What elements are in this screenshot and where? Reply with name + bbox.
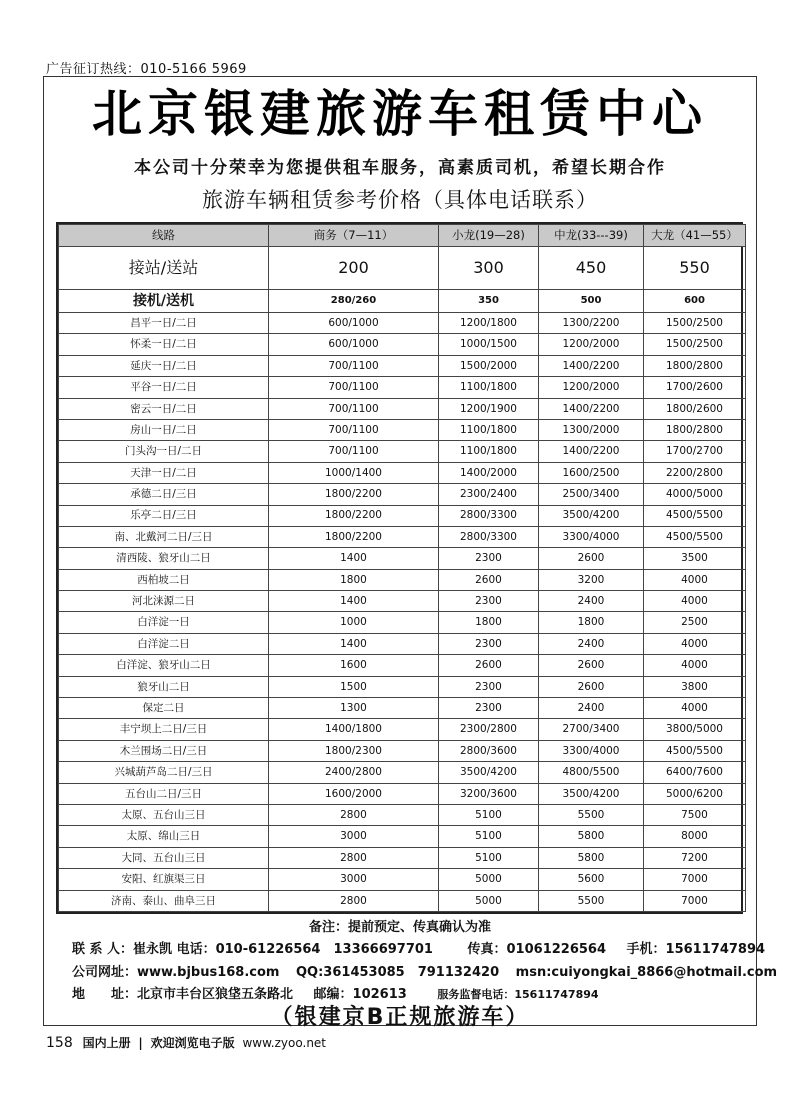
- address: 地 址：北京市丰台区狼垡五条路北: [72, 987, 294, 1002]
- company-title: 北京银建旅游车租赁中心: [92, 84, 708, 143]
- route-cell: 河北涞源二日: [59, 591, 269, 612]
- price-cell: 700/1100: [269, 419, 439, 440]
- price-cell: 3300/4000: [539, 740, 644, 761]
- price-cell: 2600: [439, 655, 539, 676]
- price-cell: 5100: [439, 804, 539, 825]
- price-cell: 3800: [644, 676, 746, 697]
- price-cell: 2800: [269, 890, 439, 911]
- price-cell: 1300/2000: [539, 419, 644, 440]
- price-cell: 3800/5000: [644, 719, 746, 740]
- table-row: [59, 847, 746, 868]
- price-cell: 2300: [439, 676, 539, 697]
- price-cell: 2800/3300: [439, 505, 539, 526]
- price-cell: 2400/2800: [269, 762, 439, 783]
- price-cell: 1400: [269, 548, 439, 569]
- price-cell: 1100/1800: [439, 441, 539, 462]
- price-cell: 1500: [269, 676, 439, 697]
- price-cell: 1800/2800: [644, 355, 746, 376]
- page-number: 158: [46, 1035, 73, 1051]
- route-cell: 白洋淀二日: [59, 633, 269, 654]
- route-cell: 延庆一日/二日: [59, 355, 269, 376]
- price-cell: 5000: [439, 869, 539, 890]
- price-cell: 600/1000: [269, 334, 439, 355]
- price-cell: 5800: [539, 847, 644, 868]
- price-cell: 1800/2200: [269, 484, 439, 505]
- price-cell: 300: [439, 247, 539, 290]
- price-cell: 1400: [269, 591, 439, 612]
- route-cell: 白洋淀一日: [59, 612, 269, 633]
- route-cell: 昌平一日/二日: [59, 313, 269, 334]
- header-medium-bus: 中龙(33---39): [539, 225, 644, 247]
- price-cell: 1600/2500: [539, 462, 644, 483]
- price-cell: 2800/3600: [439, 740, 539, 761]
- table-row: [59, 484, 746, 505]
- price-cell: 2300: [439, 548, 539, 569]
- route-cell: 接机/送机: [59, 290, 269, 313]
- table-row: [59, 505, 746, 526]
- price-cell: 1800/2200: [269, 505, 439, 526]
- table-header-row: [59, 225, 746, 247]
- price-cell: 5800: [539, 826, 644, 847]
- price-cell: 1400/2200: [539, 355, 644, 376]
- table-row: [59, 719, 746, 740]
- route-cell: 白洋淀、狼牙山二日: [59, 655, 269, 676]
- price-cell: 4000: [644, 633, 746, 654]
- route-cell: 西柏坡二日: [59, 569, 269, 590]
- footer-tagline: 欢迎浏览电子版: [150, 1036, 235, 1050]
- table-row: [59, 698, 746, 719]
- price-cell: 1800: [539, 612, 644, 633]
- section-label: 国内上册: [82, 1036, 131, 1050]
- table-row: [59, 548, 746, 569]
- price-cell: 700/1100: [269, 398, 439, 419]
- price-cell: 4000: [644, 591, 746, 612]
- price-cell: 1800/2200: [269, 526, 439, 547]
- price-cell: 3500/4200: [539, 783, 644, 804]
- table-row: [59, 804, 746, 825]
- table-row: [59, 655, 746, 676]
- route-cell: 太原、五台山三日: [59, 804, 269, 825]
- price-cell: 1600/2000: [269, 783, 439, 804]
- table-row: [59, 633, 746, 654]
- header-route: 线路: [59, 225, 269, 247]
- table-row: [59, 313, 746, 334]
- price-cell: 2200/2800: [644, 462, 746, 483]
- price-cell: 2500/3400: [539, 484, 644, 505]
- price-cell: 4800/5500: [539, 762, 644, 783]
- website: 公司网址：www.bjbus168.com: [72, 965, 280, 980]
- slogan: （银建京B正规旅游车）: [270, 1005, 530, 1030]
- price-cell: 1200/2000: [539, 377, 644, 398]
- route-cell: 五台山二日/三日: [59, 783, 269, 804]
- table-row: [59, 290, 746, 313]
- price-cell: 1700/2700: [644, 441, 746, 462]
- table-row: [59, 526, 746, 547]
- table-row: [59, 740, 746, 761]
- price-cell: 5600: [539, 869, 644, 890]
- table-row: [59, 591, 746, 612]
- price-cell: 2300/2400: [439, 484, 539, 505]
- price-cell: 1800/2300: [269, 740, 439, 761]
- route-cell: 乐亭二日/三日: [59, 505, 269, 526]
- price-cell: 550: [644, 247, 746, 290]
- table-row: [59, 398, 746, 419]
- price-cell: 2300/2800: [439, 719, 539, 740]
- price-cell: 1600: [269, 655, 439, 676]
- table-body: [59, 247, 746, 912]
- price-cell: 4000: [644, 698, 746, 719]
- route-cell: 兴城葫芦岛二日/三日: [59, 762, 269, 783]
- table-row: [59, 462, 746, 483]
- table-row: [59, 355, 746, 376]
- price-cell: 1300/2200: [539, 313, 644, 334]
- route-cell: 狼牙山二日: [59, 676, 269, 697]
- price-cell: 1400/2200: [539, 398, 644, 419]
- price-cell: 2500: [644, 612, 746, 633]
- price-cell: 1400/2000: [439, 462, 539, 483]
- price-cell: 3200: [539, 569, 644, 590]
- price-cell: 350: [439, 290, 539, 313]
- price-cell: 2300: [439, 698, 539, 719]
- mobile: 手机：15611747894: [626, 942, 766, 957]
- price-cell: 1700/2600: [644, 377, 746, 398]
- price-cell: 1500/2500: [644, 334, 746, 355]
- route-cell: 大同、五台山三日: [59, 847, 269, 868]
- price-cell: 2800: [269, 804, 439, 825]
- price-cell: 2300: [439, 591, 539, 612]
- price-cell: 4500/5500: [644, 526, 746, 547]
- route-cell: 承德二日/三日: [59, 484, 269, 505]
- price-cell: 1300: [269, 698, 439, 719]
- footer-divider: |: [138, 1036, 143, 1050]
- price-cell: 3200/3600: [439, 783, 539, 804]
- price-cell: 5000: [439, 890, 539, 911]
- route-cell: 房山一日/二日: [59, 419, 269, 440]
- table-row: [59, 569, 746, 590]
- footer-url[interactable]: www.zyoo.net: [242, 1036, 327, 1050]
- price-cell: 7000: [644, 869, 746, 890]
- table-row: [59, 247, 746, 290]
- web-line: [72, 961, 777, 980]
- route-cell: 木兰围场二日/三日: [59, 740, 269, 761]
- price-cell: 1100/1800: [439, 377, 539, 398]
- price-cell: 2800: [269, 847, 439, 868]
- price-cell: 6400/7600: [644, 762, 746, 783]
- price-cell: 1000/1400: [269, 462, 439, 483]
- price-cell: 2300: [439, 633, 539, 654]
- qq: QQ:361453085 791132420: [296, 965, 500, 980]
- price-cell: 5100: [439, 826, 539, 847]
- table-row: [59, 826, 746, 847]
- header-large-bus: 大龙（41—55）: [644, 225, 746, 247]
- price-cell: 1000/1500: [439, 334, 539, 355]
- contact-line: [72, 938, 765, 957]
- route-cell: 保定二日: [59, 698, 269, 719]
- price-cell: 1200/1800: [439, 313, 539, 334]
- price-cell: 2400: [539, 698, 644, 719]
- price-cell: 1400: [269, 633, 439, 654]
- table-row: [59, 869, 746, 890]
- table-row: [59, 419, 746, 440]
- price-cell: 2400: [539, 591, 644, 612]
- price-cell: 1200/1900: [439, 398, 539, 419]
- price-cell: 4000: [644, 655, 746, 676]
- postcode: 邮编：102613: [313, 987, 407, 1002]
- price-cell: 600/1000: [269, 313, 439, 334]
- price-cell: 5500: [539, 890, 644, 911]
- table-row: [59, 890, 746, 911]
- route-cell: 南、北戴河二日/三日: [59, 526, 269, 547]
- price-cell: 1400/2200: [539, 441, 644, 462]
- price-cell: 7500: [644, 804, 746, 825]
- price-cell: 700/1100: [269, 441, 439, 462]
- price-cell: 7000: [644, 890, 746, 911]
- supervision-phone: 服务监督电话：15611747894: [437, 988, 599, 1001]
- table-row: [59, 676, 746, 697]
- table-row: [59, 612, 746, 633]
- route-cell: 密云一日/二日: [59, 398, 269, 419]
- price-cell: 1500/2500: [644, 313, 746, 334]
- price-cell: 450: [539, 247, 644, 290]
- price-cell: 600: [644, 290, 746, 313]
- ad-hotline: 广告征订热线：010-5166 5969: [46, 62, 247, 77]
- route-cell: 接站/送站: [59, 247, 269, 290]
- table-row: [59, 762, 746, 783]
- price-cell: 2400: [539, 633, 644, 654]
- price-cell: 4000: [644, 569, 746, 590]
- price-cell: 5500: [539, 804, 644, 825]
- price-cell: 5000/6200: [644, 783, 746, 804]
- price-cell: 2600: [539, 655, 644, 676]
- route-cell: 太原、绵山三日: [59, 826, 269, 847]
- price-cell: 500: [539, 290, 644, 313]
- price-cell: 2600: [539, 676, 644, 697]
- route-cell: 清西陵、狼牙山二日: [59, 548, 269, 569]
- company-subtitle: 本公司十分荣幸为您提供租车服务，高素质司机，希望长期合作: [134, 158, 666, 178]
- price-cell: 1400/1800: [269, 719, 439, 740]
- page-footer: [46, 1034, 326, 1051]
- price-cell: 2700/3400: [539, 719, 644, 740]
- price-cell: 4000/5000: [644, 484, 746, 505]
- price-cell: 5100: [439, 847, 539, 868]
- contact-person: 联 系 人：崔永凯 电话：010-61226564 13366697701: [72, 942, 433, 957]
- header-small-bus: 小龙(19—28): [439, 225, 539, 247]
- price-cell: 1500/2000: [439, 355, 539, 376]
- route-cell: 丰宁坝上二日/三日: [59, 719, 269, 740]
- price-cell: 280/260: [269, 290, 439, 313]
- price-cell: 2600: [439, 569, 539, 590]
- price-cell: 4500/5500: [644, 505, 746, 526]
- price-cell: 2600: [539, 548, 644, 569]
- route-cell: 门头沟一日/二日: [59, 441, 269, 462]
- route-cell: 济南、泰山、曲阜三日: [59, 890, 269, 911]
- price-cell: 1200/2000: [539, 334, 644, 355]
- price-cell: 700/1100: [269, 355, 439, 376]
- price-cell: 3500: [644, 548, 746, 569]
- price-cell: 3500/4200: [439, 762, 539, 783]
- msn: msn:cuiyongkai_8866@hotmail.com: [515, 965, 778, 980]
- price-cell: 2800/3300: [439, 526, 539, 547]
- route-cell: 平谷一日/二日: [59, 377, 269, 398]
- price-cell: 1800/2800: [644, 419, 746, 440]
- price-cell: 700/1100: [269, 377, 439, 398]
- price-cell: 1100/1800: [439, 419, 539, 440]
- table-row: [59, 377, 746, 398]
- price-cell: 3500/4200: [539, 505, 644, 526]
- price-table: [56, 222, 743, 914]
- table-row: [59, 334, 746, 355]
- route-cell: 怀柔一日/二日: [59, 334, 269, 355]
- price-cell: 1800: [269, 569, 439, 590]
- price-table-title: 旅游车辆租赁参考价格（具体电话联系）: [202, 188, 598, 212]
- price-cell: 200: [269, 247, 439, 290]
- price-cell: 1000: [269, 612, 439, 633]
- price-cell: 3000: [269, 869, 439, 890]
- price-cell: 3300/4000: [539, 526, 644, 547]
- route-cell: 安阳、红旗渠三日: [59, 869, 269, 890]
- header-business: 商务（7—11）: [269, 225, 439, 247]
- price-cell: 1800: [439, 612, 539, 633]
- price-cell: 4500/5500: [644, 740, 746, 761]
- price-cell: 1800/2600: [644, 398, 746, 419]
- fax: 传真：01061226564: [467, 942, 607, 957]
- price-cell: 8000: [644, 826, 746, 847]
- notes: 备注：提前预定、传真确认为准: [308, 920, 491, 935]
- price-cell: 3000: [269, 826, 439, 847]
- price-cell: 7200: [644, 847, 746, 868]
- table-row: [59, 783, 746, 804]
- table-row: [59, 441, 746, 462]
- route-cell: 天津一日/二日: [59, 462, 269, 483]
